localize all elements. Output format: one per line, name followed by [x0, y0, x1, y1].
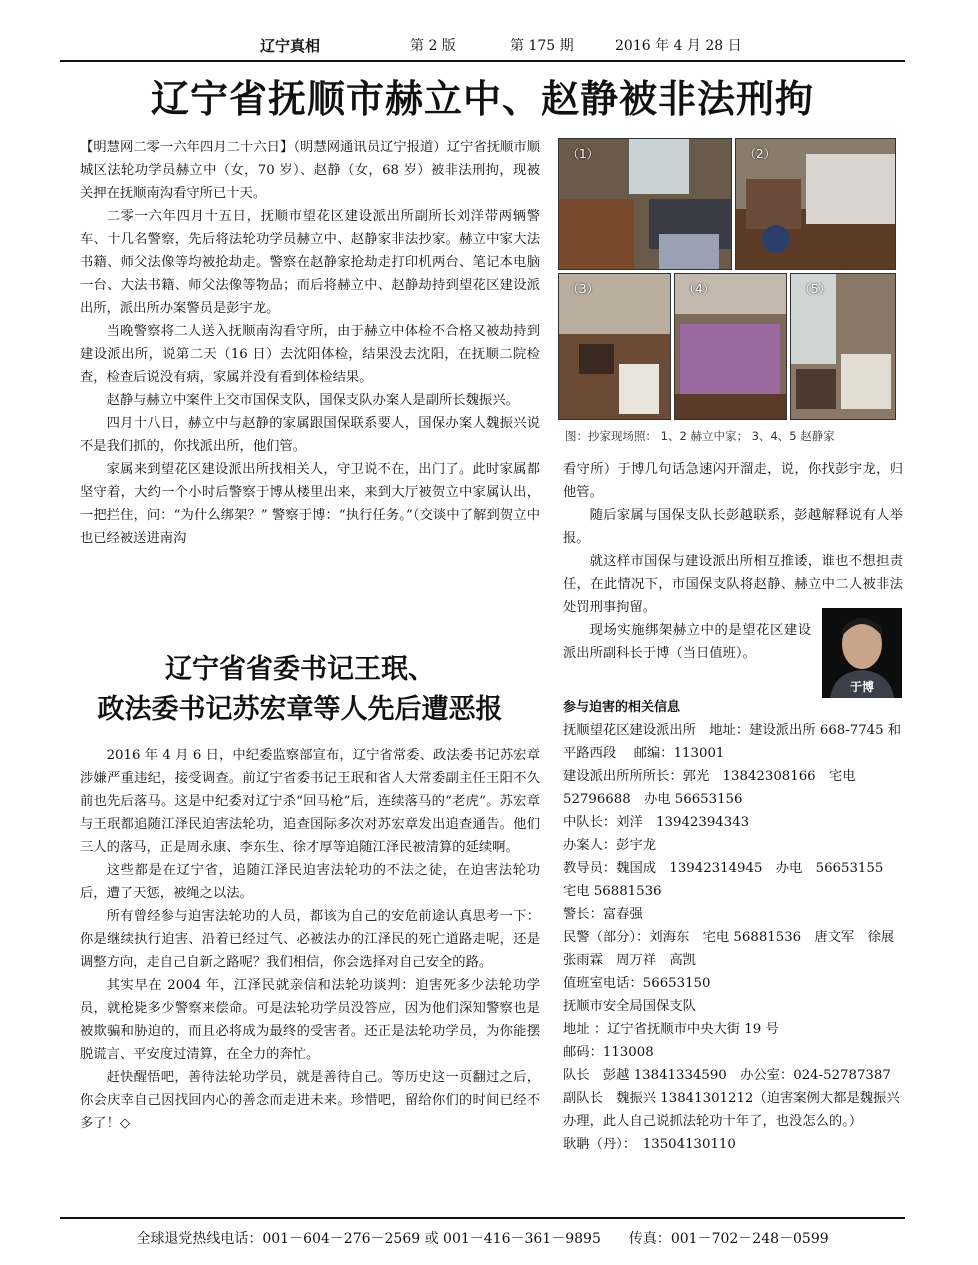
raid-photo — [735, 138, 896, 270]
article-paragraph: 就这样市国保与建设派出所相互推诿，谁也不想担责任，在此情况下，市国保支队将赵静、赫立中二人被非法处罚刑事拘留。 — [563, 554, 903, 615]
article-left-column — [80, 136, 540, 550]
info-line: 抚顺市安全局国保支队 — [563, 999, 696, 1014]
info-line: 耿聃（丹）： 13504130110 — [563, 1137, 736, 1152]
article-paragraph: 看守所）于博几句话急速闪开溜走，说，你找彭宇龙，归他管。 — [563, 462, 903, 500]
photo-caption: 图：抄家现场照： 1、2 赫立中家； 3、4、5 赵静家 — [565, 429, 835, 443]
article-paragraph: 当晚警察将二人送入抚顺南沟看守所，由于赫立中体检不合格又被劫持到建设派出所，说第二天（16 日）去沈阳体检，结果没去沈阳，在抚顺二院检查，检查后说没有病，家属并没有看到体检结果。 — [80, 324, 540, 385]
article-paragraph: 所有曾经参与迫害法轮功的人员，都该为自己的安危前途认真思考一下：你是继续执行迫害、沿着已经过气、必被法办的江泽民的死亡道路走呢，还是调整方向，走自己自新之路呢？我们相信，你会选择对自己安全的路。 — [80, 909, 540, 970]
photo-label: （5） — [799, 282, 831, 296]
article-paragraph: 赵静与赫立中案件上交市国保支队，国保支队办案人是副所长魏振兴。 — [106, 393, 519, 408]
article-paragraph: 2016 年 4 月 6 日，中纪委监察部宣布，辽宁省常委、政法委书记苏宏章涉嫌严重违纪，接受调查。前辽宁省委书记王珉和省人大常委副主任王阳不久前也先后落马。这是中纪委对辽宁杀“回马枪”后，连续落马的“老虎”。苏宏章与王珉都追随江泽民迫害法轮功，追查国际多次对苏宏章发出追查通告。他们三人的落马，正是周永康、李东生、徐才厚等追随江泽民被清算的延续啊。 — [80, 748, 540, 855]
persecutor-info — [563, 696, 908, 1156]
article-paragraph: 【明慧网二零一六年四月二十六日】（明慧网通讯员辽宁报道）辽宁省抚顺市顺城区法轮功学员赫立中（女，70 岁）、赵静（女，68 岁）被非法刑拘，现被关押在抚顺南沟看守所已十天。 — [80, 140, 540, 201]
info-line: 教导员：魏国成 13942314945 办电 56653155 宅电 56881536 — [563, 861, 897, 899]
hotline-footer: 全球退党热线电话：001－604－276－2569 或 001－416－361－9895 传真：001－702－248－0599 — [136, 1231, 829, 1247]
info-line: 地址 ：辽宁省抚顺市中央大街 19 号 — [563, 1022, 779, 1037]
info-line: 民警（部分）：刘海东 宅电 56881536 唐文军 徐展 张雨霖 周万祥 高凯 — [563, 930, 908, 968]
info-line: 副队长 魏振兴 13841301212（迫害案例大都是魏振兴办理，此人自己说抓法轮功十年了，也没怎么的。） — [563, 1091, 900, 1129]
photo-label: （4） — [683, 282, 715, 296]
article-paragraph: 现场实施绑架赫立中的是望花区建设派出所副科长于博（当日值班）。 — [563, 623, 811, 661]
info-line: 队长 彭越 13841334590 办公室：024-52787387 — [563, 1068, 891, 1083]
article-paragraph: 其实早在 2004 年，江泽民就亲信和法轮功谈判：迫害死多少法轮功学员，就枪毙多少警察来偿命。可是法轮功学员没答应，因为他们深知警察也是被欺骗和胁迫的，而且必将成为最终的受害者。还正是法轮功学员，为你能摆脱谎言、平安度过清算，在全力的奔忙。 — [80, 978, 540, 1062]
article2-title-line: 辽宁省省委书记王珉、 — [165, 654, 435, 685]
photo-label: （2） — [744, 147, 776, 161]
raid-photo — [674, 273, 787, 420]
raid-photo — [558, 273, 671, 420]
info-line: 建设派出所所所长：郭光 13842308166 宅电 52796688 办电 56653156 — [563, 769, 856, 807]
issue-number: 第 175 期 — [510, 38, 574, 54]
portrait-photo — [822, 608, 902, 698]
masthead: 辽宁真相 — [260, 37, 321, 55]
issue-date: 2016 年 4 月 28 日 — [615, 38, 742, 54]
raid-photo — [558, 138, 732, 270]
info-title: 参与迫害的相关信息 — [563, 700, 681, 715]
header-rule — [60, 60, 905, 62]
portrait-name: 于博 — [849, 680, 874, 694]
article2-title — [60, 650, 540, 730]
page-number: 第 2 版 — [410, 38, 456, 54]
article2-title-line: 政法委书记苏宏章等人先后遭恶报 — [97, 694, 503, 725]
info-line: 邮码：113008 — [563, 1045, 654, 1060]
article-paragraph: 赶快醒悟吧，善待法轮功学员，就是善待自己。等历史这一页翻过之后，你会庆幸自己因找回内心的善念而走进未来。珍惜吧，留给你们的时间已经不多了！◇ — [80, 1070, 540, 1131]
info-line: 值班室电话：56653150 — [563, 976, 711, 991]
article2-body — [80, 744, 540, 1135]
article-title: 辽宁省抚顺市赫立中、赵静被非法刑拘 — [150, 77, 814, 121]
article-paragraph: 这些都是在辽宁省，追随江泽民迫害法轮功的不法之徒，在迫害法轮功后，遭了天惩，被绳之以法。 — [80, 863, 540, 901]
article-paragraph: 家属来到望花区建设派出所找相关人，守卫说不在，出门了。此时家属都坚守着，大约一个小时后警察于博从楼里出来，来到大厅被贺立中家属认出，一把拦住，问：“为什么绑架？” 警察于博：“执行任务。”（交谈中了解到贺立中也已经被送进南沟 — [80, 462, 540, 546]
article-paragraph: 二零一六年四月十五日，抚顺市望花区建设派出所副所长刘洋带两辆警车、十几名警察，先后将法轮功学员赫立中、赵静家非法抄家。赫立中家大法书籍、师父法像等均被抢劫走。警察在赵静家抢劫走打印机两台、笔记本电脑一台、大法书籍、师父法像等物品；而后将赫立中、赵静劫持到望花区建设派出所，派出所办案警员是彭宇龙。 — [80, 209, 540, 316]
photo-label: （1） — [567, 147, 599, 161]
raid-photo — [790, 273, 896, 420]
raid-photos — [558, 138, 896, 420]
info-line: 中队长：刘洋 13942394343 — [563, 815, 750, 830]
footer-rule — [60, 1217, 905, 1219]
info-line: 警长：富春强 — [563, 907, 643, 922]
article-paragraph: 四月十八日，赫立中与赵静的家属跟国保联系要人，国保办案人魏振兴说不是我们抓的，你找派出所，他们管。 — [80, 416, 540, 454]
page-header — [60, 34, 905, 58]
article-paragraph: 随后家属与国保支队长彭越联系，彭越解释说有人举报。 — [563, 508, 903, 546]
info-line: 办案人：彭宇龙 — [563, 838, 657, 853]
photo-label: （3） — [567, 282, 599, 296]
info-line: 抚顺望花区建设派出所 地址：建设派出所 668-7745 和平路西段 邮编：113001 — [563, 723, 902, 761]
